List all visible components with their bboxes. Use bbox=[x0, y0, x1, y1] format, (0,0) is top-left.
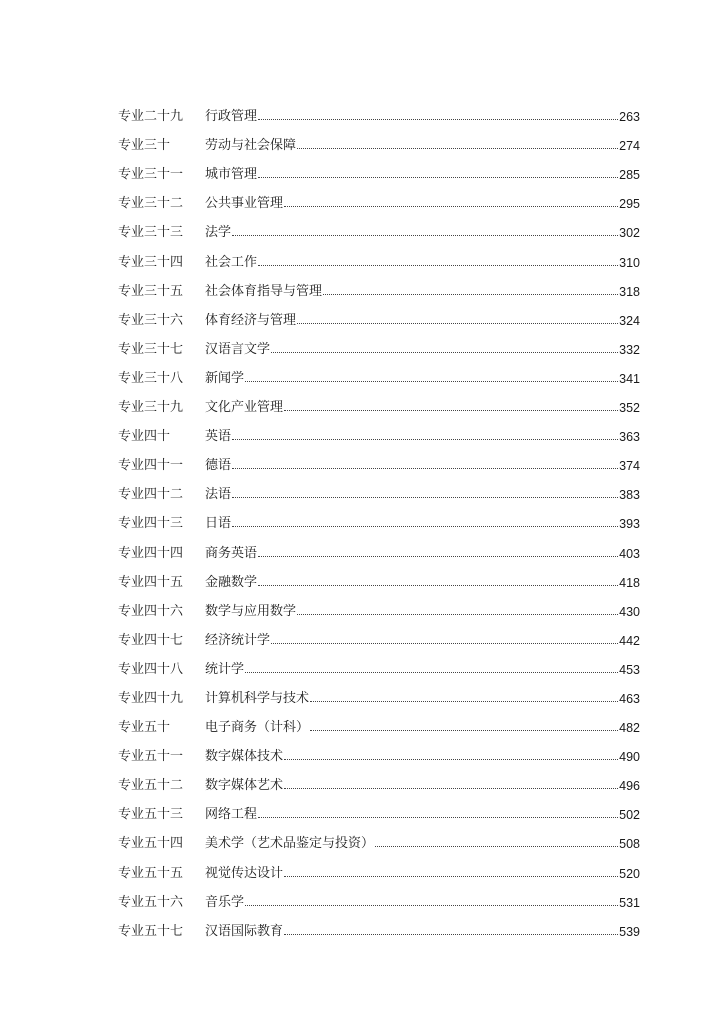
toc-entry-page-number: 341 bbox=[619, 371, 640, 386]
toc-entry-title: 体育经济与管理 bbox=[205, 312, 297, 328]
toc-entry[interactable] bbox=[118, 706, 640, 735]
toc-dot-leader bbox=[297, 148, 618, 149]
toc-entry-page-number: 502 bbox=[619, 808, 640, 823]
toc-entry[interactable] bbox=[118, 240, 640, 269]
toc-entry-number: 专业五十二 bbox=[118, 778, 184, 794]
toc-entry-title: 英语 bbox=[205, 429, 232, 445]
toc-entry-number: 专业五十四 bbox=[118, 836, 184, 852]
toc-dot-leader bbox=[284, 759, 618, 760]
toc-entry-page-number: 318 bbox=[619, 284, 640, 299]
toc-entry-number: 专业四十七 bbox=[118, 632, 184, 648]
toc-dot-leader bbox=[323, 294, 618, 295]
toc-dot-leader bbox=[245, 905, 618, 906]
toc-entry[interactable] bbox=[118, 415, 640, 444]
toc-entry-number: 专业五十七 bbox=[118, 923, 184, 939]
toc-entry-number: 专业四十八 bbox=[118, 661, 184, 677]
toc-entry-number: 专业三十四 bbox=[118, 254, 184, 270]
toc-entry[interactable] bbox=[118, 881, 640, 910]
toc-dot-leader bbox=[284, 876, 618, 877]
toc-dot-leader bbox=[310, 701, 618, 702]
toc-entry-number: 专业二十九 bbox=[118, 109, 184, 125]
toc-entry-title: 法学 bbox=[205, 225, 232, 241]
toc-entry-page-number: 263 bbox=[619, 110, 640, 125]
toc-entry[interactable] bbox=[118, 619, 640, 648]
toc-entry-title: 城市管理 bbox=[205, 167, 258, 183]
toc-dot-leader bbox=[258, 556, 618, 557]
toc-entry-title: 汉语国际教育 bbox=[205, 923, 284, 939]
toc-entry-title: 数字媒体艺术 bbox=[205, 778, 284, 794]
toc-entry-page-number: 274 bbox=[619, 139, 640, 154]
toc-dot-leader bbox=[297, 323, 618, 324]
toc-entry-title: 音乐学 bbox=[205, 894, 245, 910]
toc-entry-page-number: 531 bbox=[619, 895, 640, 910]
toc-entry[interactable] bbox=[118, 851, 640, 880]
toc-dot-leader bbox=[232, 468, 618, 469]
toc-entry-page-number: 490 bbox=[619, 750, 640, 765]
toc-entry-title: 德语 bbox=[205, 458, 232, 474]
toc-entry[interactable] bbox=[118, 182, 640, 211]
toc-entry-title: 新闻学 bbox=[205, 370, 245, 386]
toc-entry-number: 专业四十 bbox=[118, 429, 171, 445]
toc-entry-number: 专业四十九 bbox=[118, 690, 184, 706]
toc-entry-page-number: 374 bbox=[619, 459, 640, 474]
toc-entry[interactable] bbox=[118, 531, 640, 560]
toc-entry[interactable] bbox=[118, 910, 640, 939]
toc-entry-page-number: 383 bbox=[619, 488, 640, 503]
toc-dot-leader bbox=[258, 177, 618, 178]
toc-entry-number: 专业三十七 bbox=[118, 341, 184, 357]
toc-entry-page-number: 430 bbox=[619, 604, 640, 619]
toc-entry-title: 网络工程 bbox=[205, 807, 258, 823]
toc-entry-number: 专业四十五 bbox=[118, 574, 184, 590]
toc-entry-number: 专业三十三 bbox=[118, 225, 184, 241]
toc-entry[interactable] bbox=[118, 590, 640, 619]
toc-entry[interactable] bbox=[118, 357, 640, 386]
toc-entry-title: 日语 bbox=[205, 516, 232, 532]
toc-entry-title: 公共事业管理 bbox=[205, 196, 284, 212]
toc-dot-leader bbox=[258, 119, 618, 120]
toc-entry-page-number: 442 bbox=[619, 633, 640, 648]
toc-entry-page-number: 520 bbox=[619, 866, 640, 881]
toc-dot-leader bbox=[271, 643, 618, 644]
toc-entry[interactable] bbox=[118, 124, 640, 153]
toc-entry-title: 法语 bbox=[205, 487, 232, 503]
toc-entry-page-number: 393 bbox=[619, 517, 640, 532]
toc-dot-leader bbox=[284, 410, 618, 411]
toc-entry-title: 经济统计学 bbox=[205, 632, 271, 648]
toc-dot-leader bbox=[232, 497, 618, 498]
toc-entry-page-number: 482 bbox=[619, 721, 640, 736]
toc-entry-page-number: 324 bbox=[619, 313, 640, 328]
toc-dot-leader bbox=[258, 265, 618, 266]
toc-entry[interactable] bbox=[118, 444, 640, 473]
toc-entry[interactable] bbox=[118, 502, 640, 531]
toc-entry-number: 专业五十 bbox=[118, 720, 171, 736]
table-of-contents bbox=[118, 95, 640, 939]
toc-entry-page-number: 285 bbox=[619, 168, 640, 183]
toc-entry[interactable] bbox=[118, 677, 640, 706]
toc-entry-page-number: 302 bbox=[619, 226, 640, 241]
toc-entry-page-number: 310 bbox=[619, 255, 640, 270]
toc-entry[interactable] bbox=[118, 270, 640, 299]
toc-dot-leader bbox=[284, 788, 618, 789]
toc-entry-number: 专业四十二 bbox=[118, 487, 184, 503]
toc-entry-page-number: 418 bbox=[619, 575, 640, 590]
toc-entry-title: 计算机科学与技术 bbox=[205, 690, 310, 706]
toc-dot-leader bbox=[284, 206, 618, 207]
toc-entry-number: 专业五十五 bbox=[118, 865, 184, 881]
toc-entry[interactable] bbox=[118, 561, 640, 590]
toc-entry[interactable] bbox=[118, 386, 640, 415]
toc-dot-leader bbox=[232, 439, 618, 440]
toc-entry-title: 社会工作 bbox=[205, 254, 258, 270]
toc-entry-title: 美术学（艺术品鉴定与投资） bbox=[205, 836, 375, 852]
toc-entry-title: 金融数学 bbox=[205, 574, 258, 590]
toc-entry-number: 专业四十四 bbox=[118, 545, 184, 561]
toc-entry-title: 电子商务（计科） bbox=[205, 720, 310, 736]
toc-entry-number: 专业五十一 bbox=[118, 749, 184, 765]
toc-entry-title: 社会体育指导与管理 bbox=[205, 283, 323, 299]
toc-dot-leader bbox=[258, 817, 618, 818]
toc-entry-number: 专业五十六 bbox=[118, 894, 184, 910]
toc-entry-page-number: 332 bbox=[619, 342, 640, 357]
toc-entry-page-number: 496 bbox=[619, 779, 640, 794]
toc-dot-leader bbox=[245, 381, 618, 382]
toc-dot-leader bbox=[271, 352, 618, 353]
toc-entry-number: 专业四十一 bbox=[118, 458, 184, 474]
toc-dot-leader bbox=[245, 672, 618, 673]
toc-entry-number: 专业三十六 bbox=[118, 312, 184, 328]
toc-dot-leader bbox=[232, 526, 618, 527]
toc-entry-number: 专业三十 bbox=[118, 138, 171, 154]
toc-entry[interactable] bbox=[118, 764, 640, 793]
toc-entry-title: 汉语言文学 bbox=[205, 341, 271, 357]
toc-entry-page-number: 539 bbox=[619, 924, 640, 939]
toc-entry-number: 专业四十六 bbox=[118, 603, 184, 619]
toc-entry[interactable] bbox=[118, 328, 640, 357]
toc-dot-leader bbox=[258, 585, 618, 586]
toc-dot-leader bbox=[284, 934, 618, 935]
toc-entry[interactable] bbox=[118, 473, 640, 502]
toc-entry[interactable] bbox=[118, 793, 640, 822]
toc-dot-leader bbox=[310, 730, 618, 731]
toc-entry[interactable] bbox=[118, 211, 640, 240]
toc-entry-title: 劳动与社会保障 bbox=[205, 138, 297, 154]
toc-entry-title: 视觉传达设计 bbox=[205, 865, 284, 881]
toc-entry-page-number: 453 bbox=[619, 662, 640, 677]
toc-entry-number: 专业三十二 bbox=[118, 196, 184, 212]
toc-entry-title: 文化产业管理 bbox=[205, 400, 284, 416]
toc-entry[interactable] bbox=[118, 822, 640, 851]
toc-entry[interactable] bbox=[118, 153, 640, 182]
toc-entry-title: 统计学 bbox=[205, 661, 245, 677]
toc-entry-title: 行政管理 bbox=[205, 109, 258, 125]
toc-entry-title: 数学与应用数学 bbox=[205, 603, 297, 619]
toc-entry-page-number: 352 bbox=[619, 401, 640, 416]
toc-entry-number: 专业四十三 bbox=[118, 516, 184, 532]
toc-entry-page-number: 403 bbox=[619, 546, 640, 561]
toc-entry-title: 数字媒体技术 bbox=[205, 749, 284, 765]
toc-entry-number: 专业五十三 bbox=[118, 807, 184, 823]
toc-entry[interactable] bbox=[118, 735, 640, 764]
toc-entry-number: 专业三十九 bbox=[118, 400, 184, 416]
toc-entry-page-number: 463 bbox=[619, 691, 640, 706]
toc-entry[interactable] bbox=[118, 95, 640, 124]
toc-entry-title: 商务英语 bbox=[205, 545, 258, 561]
toc-entry-page-number: 508 bbox=[619, 837, 640, 852]
toc-entry-number: 专业三十五 bbox=[118, 283, 184, 299]
toc-dot-leader bbox=[375, 846, 618, 847]
toc-dot-leader bbox=[232, 235, 618, 236]
toc-entry[interactable] bbox=[118, 299, 640, 328]
toc-entry-page-number: 363 bbox=[619, 430, 640, 445]
toc-entry-number: 专业三十八 bbox=[118, 370, 184, 386]
toc-dot-leader bbox=[297, 614, 618, 615]
toc-entry-page-number: 295 bbox=[619, 197, 640, 212]
toc-entry[interactable] bbox=[118, 648, 640, 677]
toc-entry-number: 专业三十一 bbox=[118, 167, 184, 183]
